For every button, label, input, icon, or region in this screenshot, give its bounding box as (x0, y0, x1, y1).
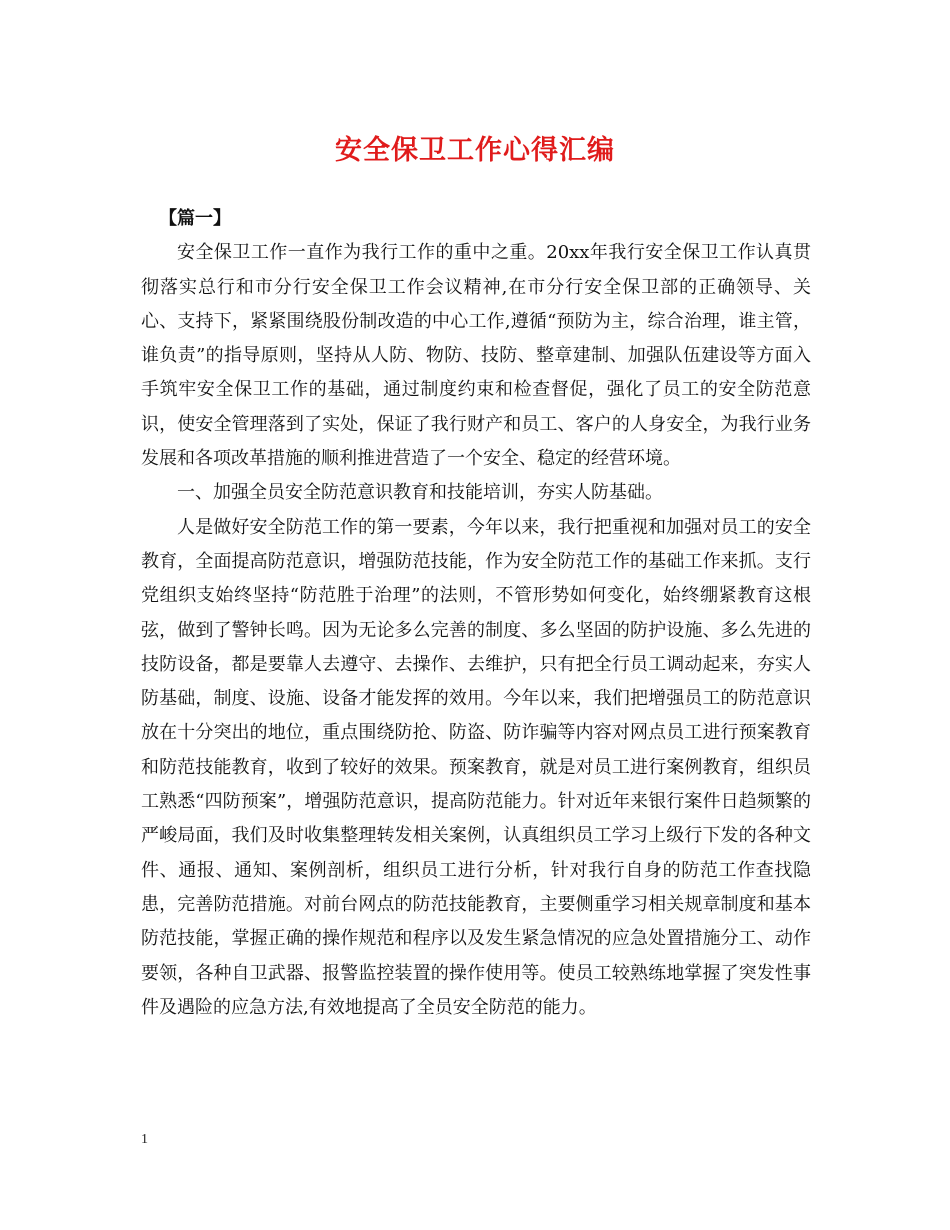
page-number: 1 (141, 1132, 148, 1147)
page-title: 安全保卫工作心得汇编 (335, 135, 615, 166)
paragraph-body: 人是做好安全防范工作的第一要素，今年以来，我行把重视和加强对员工的安全教育，全面提高防范意识，增强防范技能，作为安全防范工作的基础工作来抓。支行党组织支始终坚持“防范胜于治理”的法则，不管形势如何变化，始终绷紧教育这根弦，做到了警钟长鸣。因为无论多么完善的制度、多么坚固的防护设施、多么先进的技防设备，都是要靠人去遵守、去操作、去维护，只有把全行员工调动起来，夯实人防基础，制度、设施、设备才能发挥的效用。今年以来，我们把增强员工的防范意识放在十分突出的地位，重点围绕防抢、防盗、防诈骗等内容对网点员工进行预案教育和防范技能教育，收到了较好的效果。预案教育，就是对员工进行案例教育，组织员工熟悉“四防预案”，增强防范意识，提高防范能力。针对近年来银行案件日趋频繁的严峻局面，我们及时收集整理转发相关案例，认真组织员工学习上级行下发的各种文件、通报、通知、案例剖析，组织员工进行分析，针对我行自身的防范工作查找隐患，完善防范措施。对前台网点的防范技能教育，主要侧重学习相关规章制度和基本防范技能，掌握正确的操作规范和程序以及发生紧急情况的应急处置措施分工、动作要领，各种自卫武器、报警监控装置的操作使用等。使员工较熟练地掌握了突发性事件及遇险的应急方法,有效地提高了全员安全防范的能力。 (141, 516, 811, 1018)
paragraph-heading-one: 一、加强全员安全防范意识教育和技能培训，夯实人防基础。 (177, 482, 663, 504)
document-body (141, 202, 811, 1025)
paragraph-intro: 安全保卫工作一直作为我行工作的重中之重。20xx年我行安全保卫工作认真贯彻落实总行和市分行安全保卫工作会议精神,在市分行安全保卫部的正确领导、关心、支持下，紧紧围绕股份制改造的中心工作,遵循“预防为主，综合治理，谁主管，谁负责”的指导原则，坚持从人防、物防、技防、整章建制、加强队伍建设等方面入手筑牢安全保卫工作的基础，通过制度约束和检查督促，强化了员工的安全防范意识，使安全管理落到了实处，保证了我行财产和员工、客户的人身安全，为我行业务发展和各项改革措施的顺利推进营造了一个安全、稳定的经营环境。 (141, 242, 811, 470)
section-label: 【篇一】 (159, 208, 231, 229)
